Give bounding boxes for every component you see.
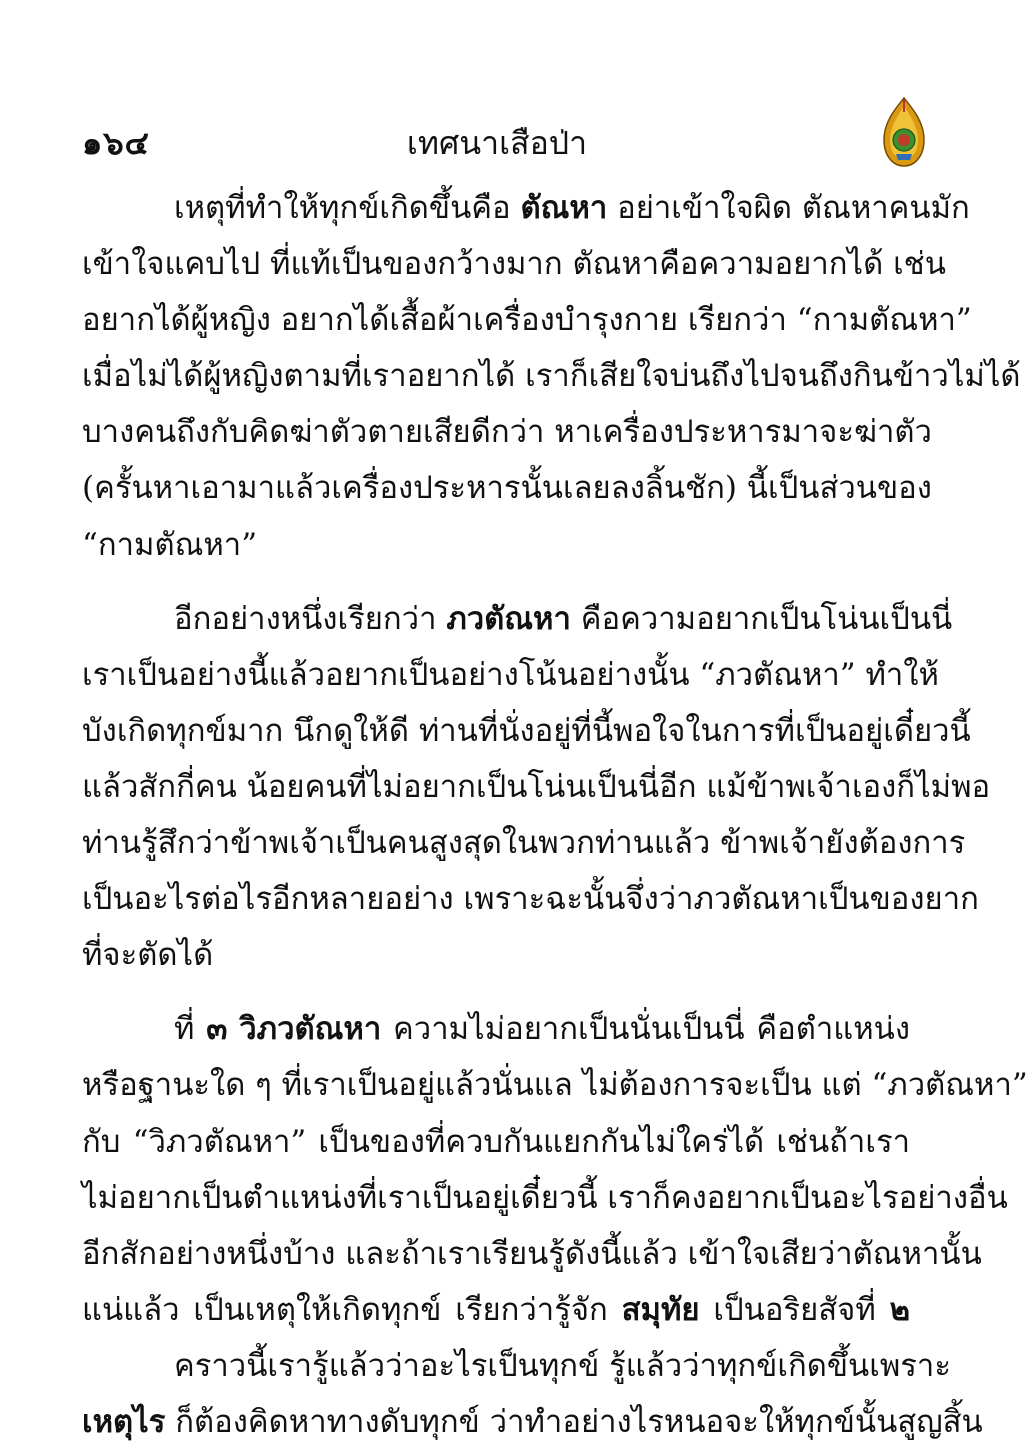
page-header (82, 118, 912, 178)
text-line: เป็นอะไรต่อไรอีกหลายอย่าง เพราะฉะนั้นจึ่งว่าภวตัณหาเป็นของยาก (82, 881, 979, 918)
text-line: อีกสักอย่างหนึ่งบ้าง และถ้าเราเรียนรู้ดังนี้แล้ว เข้าใจเสียว่าตัณหานั้น (82, 1235, 982, 1272)
text-line: เมื่อไม่ได้ผู้หญิงตามที่เราอยากได้ เราก็เสียใจบ่นถึงไปจนถึงกินข้าวไม่ได้ (82, 358, 1021, 395)
text-line: แล้วสักกี่คน น้อยคนที่ไม่อยากเป็นโน่นเป็นนี่อีก แม้ข้าพเจ้าเองก็ไม่พอ (82, 768, 991, 805)
emphasis-term: วิภวตัณหา (239, 1011, 382, 1048)
paragraph (82, 1001, 1028, 1338)
emphasis-term: ภวตัณหา (446, 600, 571, 637)
emphasis-term: เหตุไร (82, 1403, 166, 1440)
emphasis-term: สมุทัย (621, 1291, 700, 1328)
emphasis-term: ตัณหา (520, 190, 608, 226)
paragraph (82, 591, 991, 984)
text-line: แน่แล้ว เป็นเหตุให้เกิดทุกข์ เรียกว่ารู้จัก สมุทัย เป็นอริยสัจที่ ๒ (82, 1291, 910, 1328)
text-line: อีกอย่างหนึ่งเรียกว่า ภวตัณหา คือความอยากเป็นโน่นเป็นนี่ (174, 600, 953, 637)
text-line: เข้าใจแคบไป ที่แท้เป็นของกว้างมาก ตัณหาคือความอยากได้ เช่น (82, 246, 946, 283)
text-line: (ครั้นหาเอามาแล้วเครื่องประหารนั้นเลยลงลิ้นชัก) นี้เป็นส่วนของ (82, 470, 932, 507)
text-line: บังเกิดทุกข์มาก นึกดูให้ดี ท่านที่นั่งอยู่ที่นี้พอใจในการที่เป็นอยู่เดี๋ยวนี้ (82, 712, 971, 749)
book-title: เทศนาเสือป่า (406, 124, 588, 162)
text-line: กับ “วิภวตัณหา” เป็นของที่ควบกันแยกกันไม่ใคร่ได้ เช่นถ้าเรา (82, 1123, 910, 1160)
text-line: ที่ ๓ วิภวตัณหา ความไม่อยากเป็นนั่นเป็นนี่ คือตำแหน่ง (174, 1011, 910, 1048)
royal-emblem-icon (880, 96, 928, 168)
paragraph (82, 180, 1021, 573)
text-line: หรือฐานะใด ๆ ที่เราเป็นอยู่แล้วนั่นแล ไม่ต้องการจะเป็น แต่ “ภวตัณหา” (82, 1067, 1028, 1104)
text-line: คราวนี้เรารู้แล้วว่าอะไรเป็นทุกข์ รู้แล้วว่าทุกข์เกิดขึ้นเพราะ (174, 1347, 951, 1384)
text-line: อยากได้ผู้หญิง อยากได้เสื้อผ้าเครื่องบำรุงกาย เรียกว่า “กามตัณหา” (82, 302, 972, 339)
text-line: ท่านรู้สึกว่าข้าพเจ้าเป็นคนสูงสุดในพวกท่านแล้ว ข้าพเจ้ายังต้องการ (82, 825, 966, 862)
text-line: “กามตัณหา” (82, 526, 258, 563)
text-line: เหตุไร ก็ต้องคิดหาทางดับทุกข์ ว่าทำอย่างไรหนอจะให้ทุกข์นั้นสูญสิ้น (82, 1403, 983, 1440)
paragraph (82, 1338, 983, 1450)
text-line: ไม่อยากเป็นตำแหน่งที่เราเป็นอยู่เดี๋ยวนี้ เราก็คงอยากเป็นอะไรอย่างอื่น (82, 1179, 1008, 1216)
body-text (82, 180, 1028, 1450)
text-line: เหตุที่ทำให้ทุกข์เกิดขึ้นคือ ตัณหา อย่าเข้าใจผิด ตัณหาคนมัก (174, 190, 970, 226)
page-number: ๑๖๔ (82, 124, 150, 162)
text-line: ที่จะตัดได้ (82, 937, 214, 974)
text-line: บางคนถึงกับคิดฆ่าตัวตายเสียดีกว่า หาเครื่องประหารมาจะฆ่าตัว (82, 414, 932, 451)
text-line: เราเป็นอย่างนี้แล้วอยากเป็นอย่างโน้นอย่างนั้น “ภวตัณหา” ทำให้ (82, 656, 939, 693)
